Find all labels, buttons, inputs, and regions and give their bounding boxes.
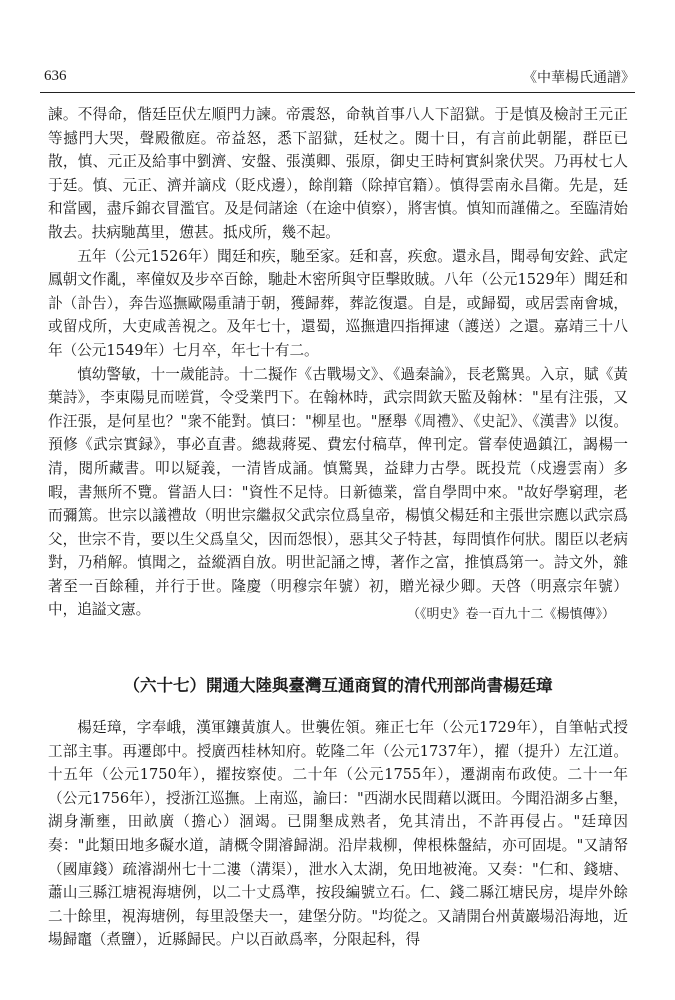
article-yang-shen-body bbox=[48, 103, 628, 622]
section-heading: （六十七）開通大陸與臺灣互通商貿的清代刑部尚書楊廷璋 bbox=[123, 676, 553, 695]
source-citation: （《明史》卷一百九十二《楊慎傳》） bbox=[406, 607, 615, 622]
page-header bbox=[40, 64, 635, 93]
paragraph: 諫。不得命，偕廷臣伏左順門力諫。帝震怒，命執首事八人下詔獄。于是慎及檢討王元正等撼門大哭，聲殿徹庭。帝益怒，悉下詔獄，廷杖之。閱十日，有言前此朝罷，群臣已散，慎、元正及給事中劉濟、安盤、張漢卿、張原，御史王時柯實糾衆伏哭。乃再杖七人于廷。慎、元正、濟并謫戍（貶戍邊），餘削籍（除掉官籍）。慎得雲南永昌衛。先是，廷和當國，盡斥錦衣冒濫官。及是伺諸途（在途中偵察），將害慎。慎知而謹備之。至臨清始散去。扶病馳萬里，憊甚。抵戍所，幾不起。 bbox=[48, 106, 628, 241]
paragraph: 楊廷璋，字奉峨，漢軍鑲黃旗人。世襲佐領。雍正七年（公元1729年），自筆帖式授工部主事。再遷郎中。授廣西桂林知府。乾隆二年（公元1737年），擢（提升）左江道。十五年（公元1750年），擢按察使。二十年（公元1755年），遷湖南布政使。二十一年（公元1756年），授浙江巡撫。上南巡，諭曰："西湖水民間藉以溉田。今聞沿湖多占墾，湖身漸壅，田畝廣（擔心）涸竭。已開墾成熟者，免其清出，不許再侵占。"廷璋因奏："此類田地多礙水道，請概令開濬歸湖。沿岸栽柳，俾根株盤結，亦可固堤。"又請帑（國庫錢）疏濬湖州七十二漊（溝渠），泄水入太湖，免田地被淹。又奏："仁和、錢塘、蕭山三縣江塘視海塘例，以二十丈爲準，按段編號立石。仁、錢二縣江塘民房，堤岸外餘二十餘里，視海塘例，每里設堡夫一，建堡分防。"均從之。又請開台州黃巖場沿海地，近場歸竈（煮鹽），近縣歸民。户以百畝爲率，分限起科，得 bbox=[48, 719, 628, 949]
book-title: 《中華楊氏通譜》 bbox=[523, 70, 635, 86]
page-number: 636 bbox=[44, 68, 67, 84]
paragraph: 五年（公元1526年）聞廷和疾，馳至家。廷和喜，疾愈。還永昌，聞尋甸安銓、武定鳳朝文作亂，率僮奴及步卒百餘，馳赴木密所與守臣擊敗賊。八年（公元1529年）聞廷和訃（訃告），奔告巡撫歐陽重請于朝，獲歸葬，葬訖復還。自是，或歸蜀，或居雲南會城，或留戍所，大吏咸善視之。及年七十，還蜀，巡撫遣四指揮逮（護送）之還。嘉靖三十八年（公元1549年）七月卒，年七十有二。 bbox=[48, 247, 628, 359]
article-yang-tingzhang-body bbox=[48, 716, 628, 952]
paragraph: 慎幼警敏，十一歲能詩。十二擬作《古戰場文》、《過秦論》，長老驚異。入京，賦《黃葉詩》，李東陽見而嗟賞，令受業門下。在翰林時，武宗問欽天監及翰林："星有注張，又作汪張，是何星也？"衆不能對。慎曰："柳星也。"歷舉《周禮》、《史記》、《漢書》以復。預修《武宗實録》，事必直書。總裁蔣冕、費宏付稿草，俾刊定。嘗奉使過鎮江，謁楊一清，閱所藏書。叩以疑義，一清皆成誦。慎驚異，益肆力古學。既投荒（戍邊雲南）多暇，書無所不覽。嘗語人曰："資性不足恃。日新德業，當自學問中來。"故好學窮理，老而彌篤。世宗以議禮故（明世宗繼叔父武宗位爲皇帝，楊慎父楊廷和主張世宗應以武宗爲父，世宗不肯，要以生父爲皇父，因而怨恨），惡其父子特甚，每問慎作何狀。閣臣以老病對，乃稍解。慎聞之，益縱酒自放。明世記誦之博，著作之富，推慎爲第一。詩文外，雜著至一百餘種，并行于世。隆慶（明穆宗年號）初，贈光禄少卿。天啓（明熹宗年號）中，追謚文憲。 bbox=[48, 365, 628, 619]
